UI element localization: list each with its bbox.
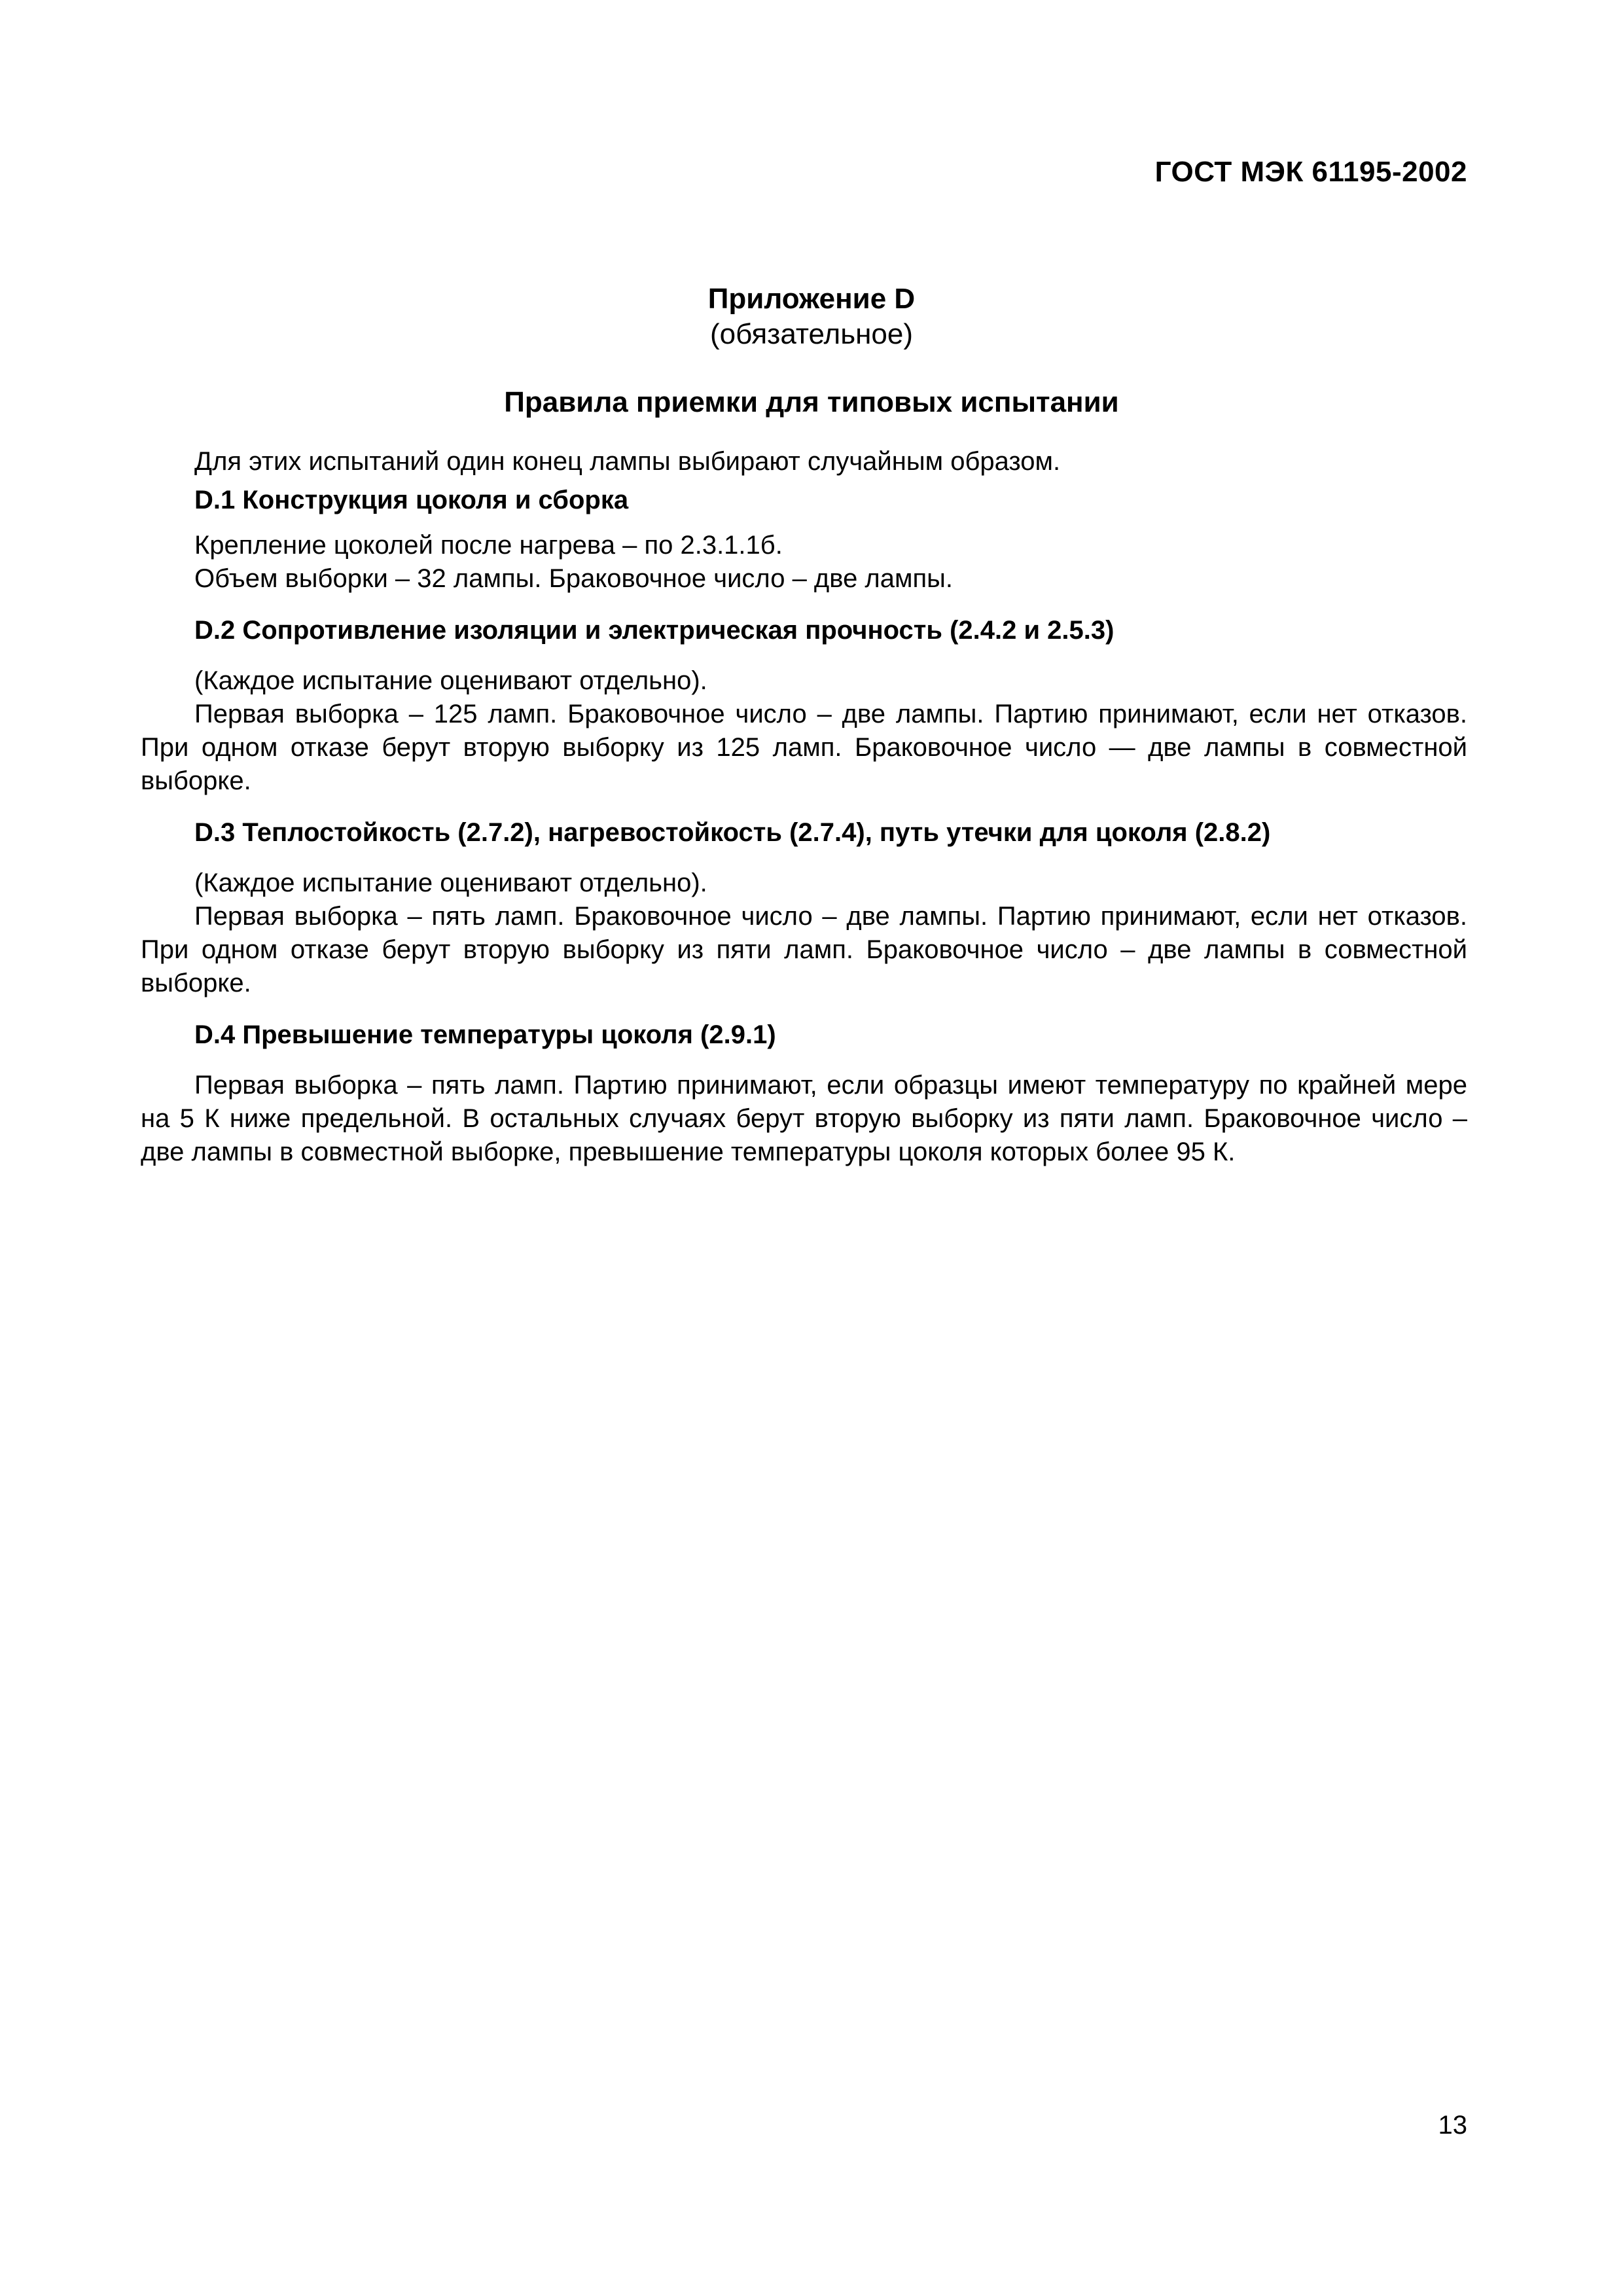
section-heading-d4: D.4 Превышение температуры цоколя (2.9.1) [194,1020,776,1049]
annex-title: Приложение D [707,283,916,315]
section-heading-d1: D.1 Конструкция цоколя и сборка [194,486,629,514]
annex-kind: (обязательное) [709,318,914,350]
document-id: ГОСТ МЭК 61195-2002 [1154,156,1467,188]
section-d3-paragraph-1: (Каждое испытание оценивают отдельно). [194,869,707,897]
annex-block [0,281,1623,352]
section-d1-paragraph-1: Крепление цоколей после нагрева – по 2.3.1.1б. [194,531,783,560]
intro-paragraph: Для этих испытаний один конец лампы выбирают случайным образом. [194,447,1061,476]
document-body [141,445,1467,1169]
section-heading-d2: D.2 Сопротивление изоляции и электрическая прочность (2.4.2 и 2.5.3) [194,616,1115,645]
annex-heading: Правила приемки для типовых испытании [504,386,1119,418]
section-d4-paragraph-1: Первая выборка – пять ламп. Партию принимают, если образцы имеют температуру по крайней мере на 5 К ниже предельной. В остальных случаях берут вторую выборку из пяти ламп. Браковочное число – две лампы в совместной выборке, превышение температуры цоколя которых более 95 К. [141,1071,1467,1166]
section-d2-paragraph-2: Первая выборка – 125 ламп. Браковочное число – две лампы. Партию принимают, если нет отказов. При одном отказе берут вторую выборку из 125 ламп. Браковочное число — две лампы в совместной выборке. [141,700,1467,795]
section-d3-paragraph-2: Первая выборка – пять ламп. Браковочное число – две лампы. Партию принимают, если нет отказов. При одном отказе берут вторую выборку из пяти ламп. Браковочное число – две лампы в совместной выборке. [141,902,1467,997]
section-heading-d3: D.3 Теплостойкость (2.7.2), нагревостойкость (2.7.4), путь утечки для цоколя (2.8.2) [194,818,1271,847]
section-d1-paragraph-2: Объем выборки – 32 лампы. Браковочное число – две лампы. [194,564,954,593]
section-d2-paragraph-1: (Каждое испытание оценивают отдельно). [194,666,707,695]
page-number: 13 [1438,2111,1467,2140]
